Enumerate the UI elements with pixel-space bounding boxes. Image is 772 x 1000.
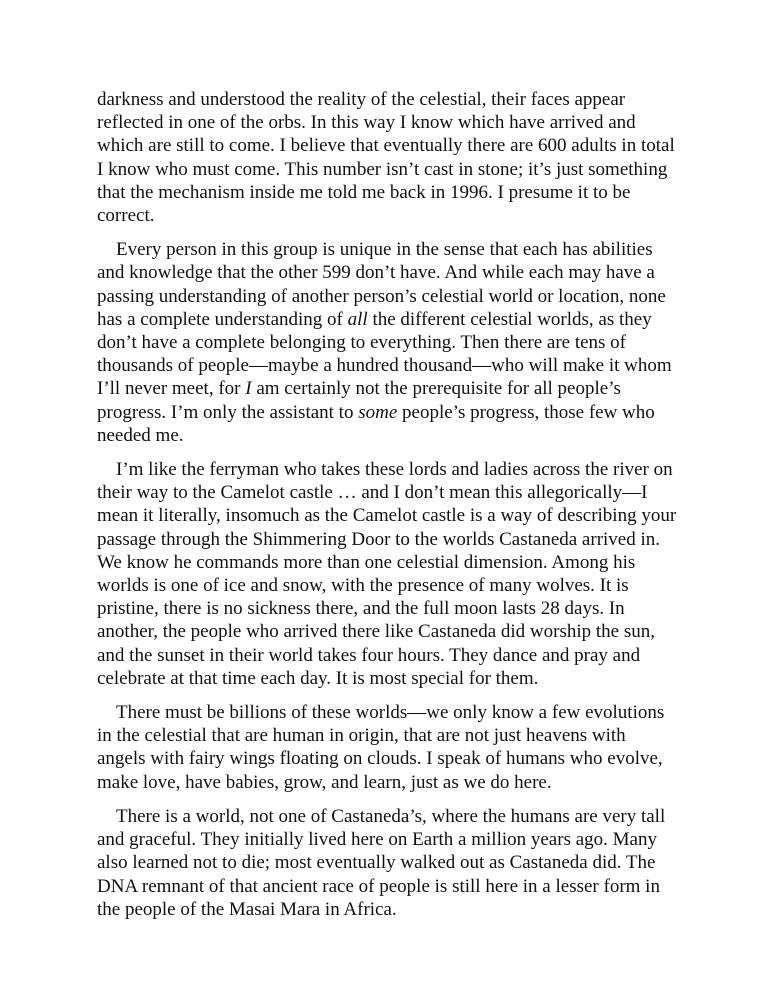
paragraph-text: Every person in this group is unique in the sense that each has abilities and knowledge that the other 599 don’t have. And while each may have a passing understanding of another person’s celestial world or location, none has a complete understanding of: [97, 239, 666, 330]
body-paragraph: [97, 238, 677, 447]
body-paragraph: [97, 88, 677, 227]
paragraph-text: There must be billions of these worlds—we only know a few evolutions in the celestial that are human in origin, that are not just heavens with angels with fairy wings floating on clouds. I speak of humans who evolve, make love, have babies, grow, and learn, just as we do here.: [97, 702, 665, 793]
emphasized-text: some: [358, 401, 398, 423]
body-paragraph: [97, 701, 677, 794]
emphasized-text: I: [245, 378, 252, 400]
emphasized-text: all: [347, 308, 368, 330]
paragraph-text: darkness and understood the reality of the celestial, their faces appear reflected in one of the orbs. In this way I know which have arrived and which are still to come. I believe that eventually there are 600 adults in total I know who must come. This number isn’t cast in stone; it’s just something that the mechanism inside me told me back in 1996. I presume it to be correct.: [97, 89, 675, 227]
paragraph-text: I’m like the ferryman who takes these lords and ladies across the river on their way to the Camelot castle … and I don’t mean this allegorically—I mean it literally, insomuch as the Camelot castle is a way of describing your passage through the Shimmering Door to the worlds Castaneda arrived in. We know he commands more than one celestial dimension. Among his worlds is one of ice and snow, with the presence of many wolves. It is pristine, there is no sickness there, and the full moon lasts 28 days. In another, the people who arrived there like Castaneda did worship the sun, and the sunset in their world takes four hours. They dance and pray and celebrate at that time each day. It is most special for them.: [97, 459, 677, 689]
paragraph-text: the different celestial worlds, as they don’t have a complete belonging to everything. Then there are tens of thousands of people—maybe a hundred thousand—who will make it whom I’ll never meet, for: [97, 308, 672, 400]
document-body: [97, 88, 677, 932]
body-paragraph: [97, 805, 677, 921]
paragraph-text: am certainly not the prerequisite for all people’s progress. I’m only the assistant to: [97, 378, 621, 423]
paragraph-text: people’s progress, those few who needed me.: [97, 401, 655, 446]
paragraph-text: There is a world, not one of Castaneda’s, where the humans are very tall and graceful. They initially lived here on Earth a million years ago. Many also learned not to die; most eventually walked out as Castaneda did. The DNA remnant of that ancient race of people is still here in a lesser form in the people of the Masai Mara in Africa.: [97, 805, 666, 920]
body-paragraph: [97, 458, 677, 690]
